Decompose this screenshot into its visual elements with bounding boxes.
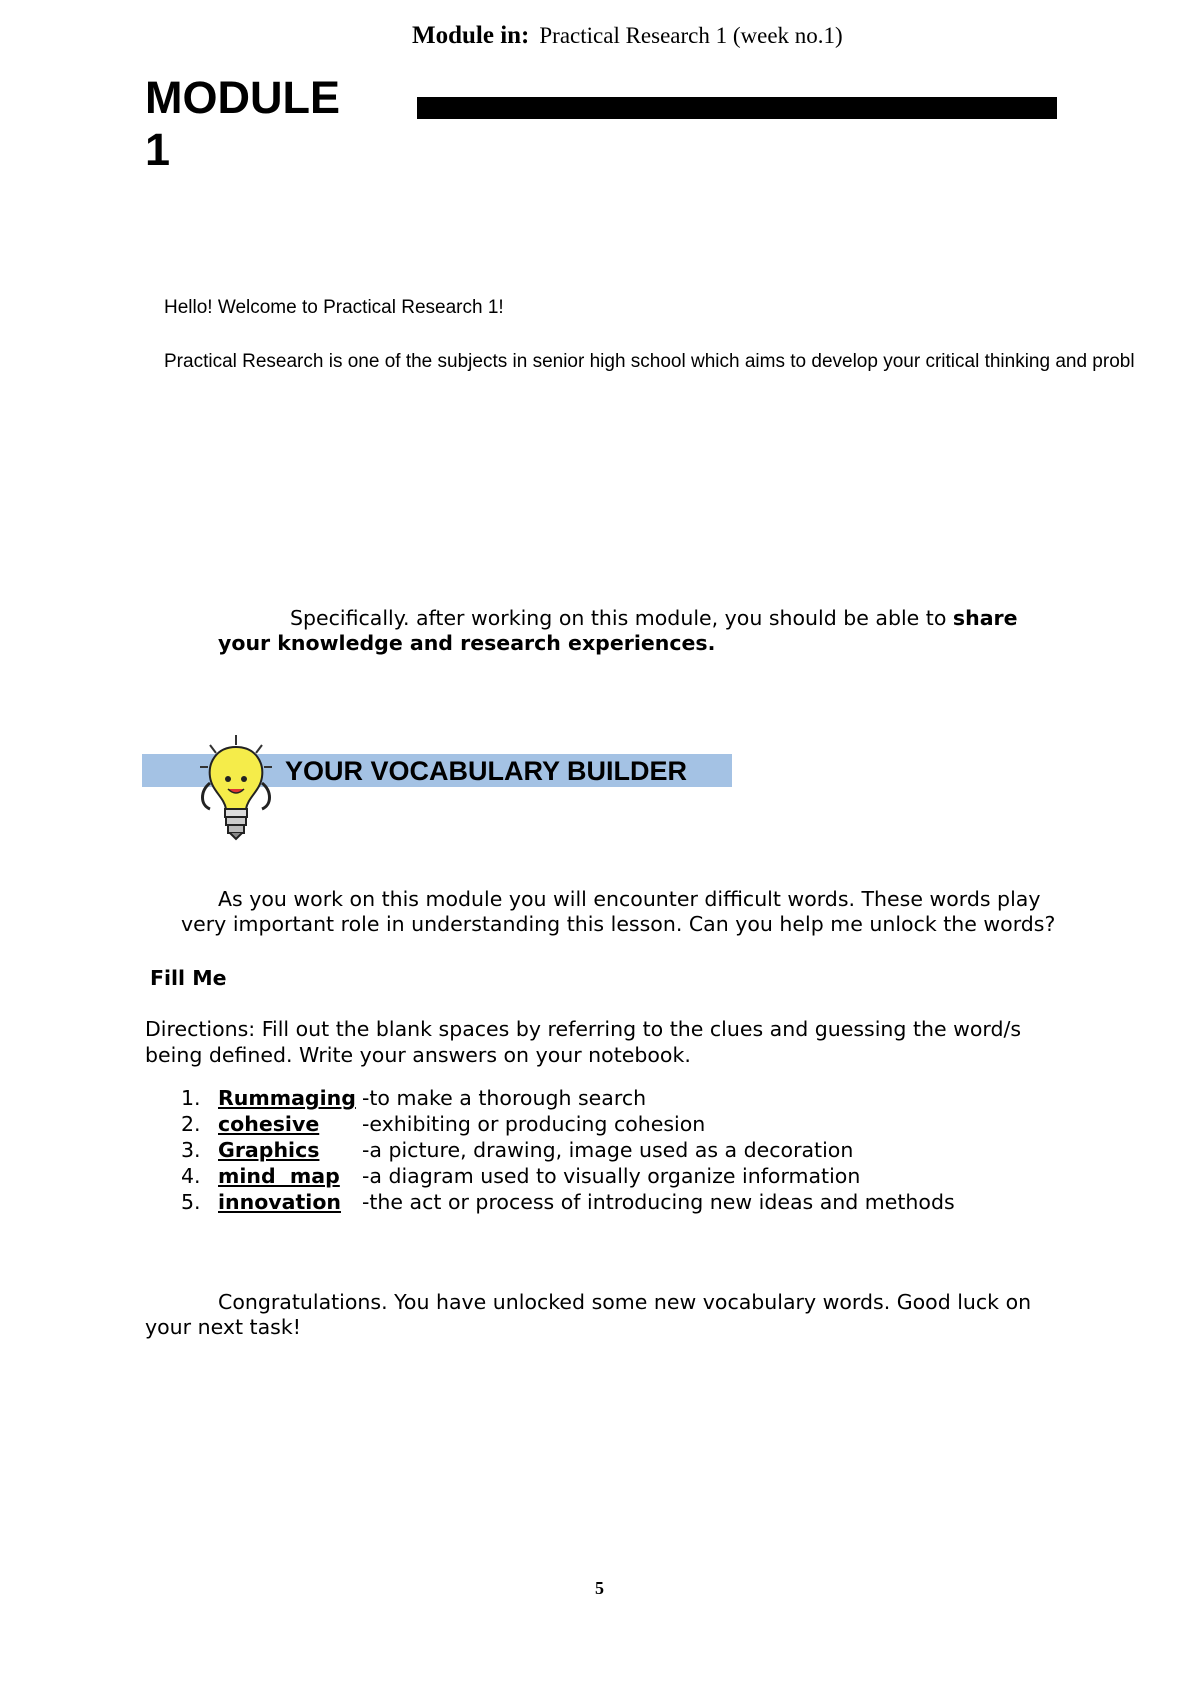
vocabulary-word: Rummaging — [218, 1086, 356, 1110]
vocabulary-definition: -exhibiting or producing cohesion — [362, 1112, 706, 1136]
intro-greeting: Hello! Welcome to Practical Research 1! — [164, 297, 504, 318]
page-header — [412, 22, 843, 50]
item-number: 5. — [181, 1190, 201, 1214]
vocabulary-definition: -the act or process of introducing new ideas and methods — [362, 1190, 955, 1214]
item-number: 2. — [181, 1112, 201, 1136]
intro-description: Practical Research is one of the subjects in senior high school which aims to develop your critical thinking and probl — [164, 351, 1135, 372]
vocabulary-builder-title: YOUR VOCABULARY BUILDER — [285, 756, 688, 786]
vocabulary-definition: -to make a thorough search — [362, 1086, 647, 1110]
vocabulary-word: Graphics — [218, 1138, 320, 1162]
objective-bold-text: share your knowledge and research experiences. — [218, 606, 1018, 655]
vocabulary-definition: -a picture, drawing, image used as a decoration — [362, 1138, 854, 1162]
item-number: 4. — [181, 1164, 201, 1188]
title-divider-bar — [417, 97, 1057, 119]
vocabulary-word: cohesive — [218, 1112, 320, 1136]
learning-objective — [218, 606, 1058, 656]
fill-me-directions: Directions: Fill out the blank spaces by referring to the clues and guessing the word/s being defined. Write your answers on your notebook. — [145, 1017, 1022, 1067]
item-number: 1. — [181, 1086, 201, 1110]
module-title: MODULE 1 — [145, 72, 340, 175]
header-label: Module in: — [412, 22, 530, 49]
vocabulary-word: innovation — [218, 1190, 341, 1214]
vocabulary-word: mind map — [218, 1164, 340, 1188]
item-number: 3. — [181, 1138, 201, 1162]
page-number: 5 — [595, 1578, 604, 1598]
objective-text: Specifically. after working on this module, you should be able to — [290, 606, 953, 630]
fill-me-title: Fill Me — [150, 966, 227, 990]
closing-message: Congratulations. You have unlocked some new vocabulary words. Good luck on your next task! — [145, 1290, 1032, 1339]
header-subject: Practical Research 1 (week no.1) — [539, 23, 843, 48]
lightbulb-mascot-icon — [196, 733, 276, 845]
vocabulary-intro: As you work on this module you will encounter difficult words. These words play very important role in understanding this lesson. Can you help me unlock the words? — [181, 887, 1056, 936]
vocabulary-definition: -a diagram used to visually organize information — [362, 1164, 861, 1188]
